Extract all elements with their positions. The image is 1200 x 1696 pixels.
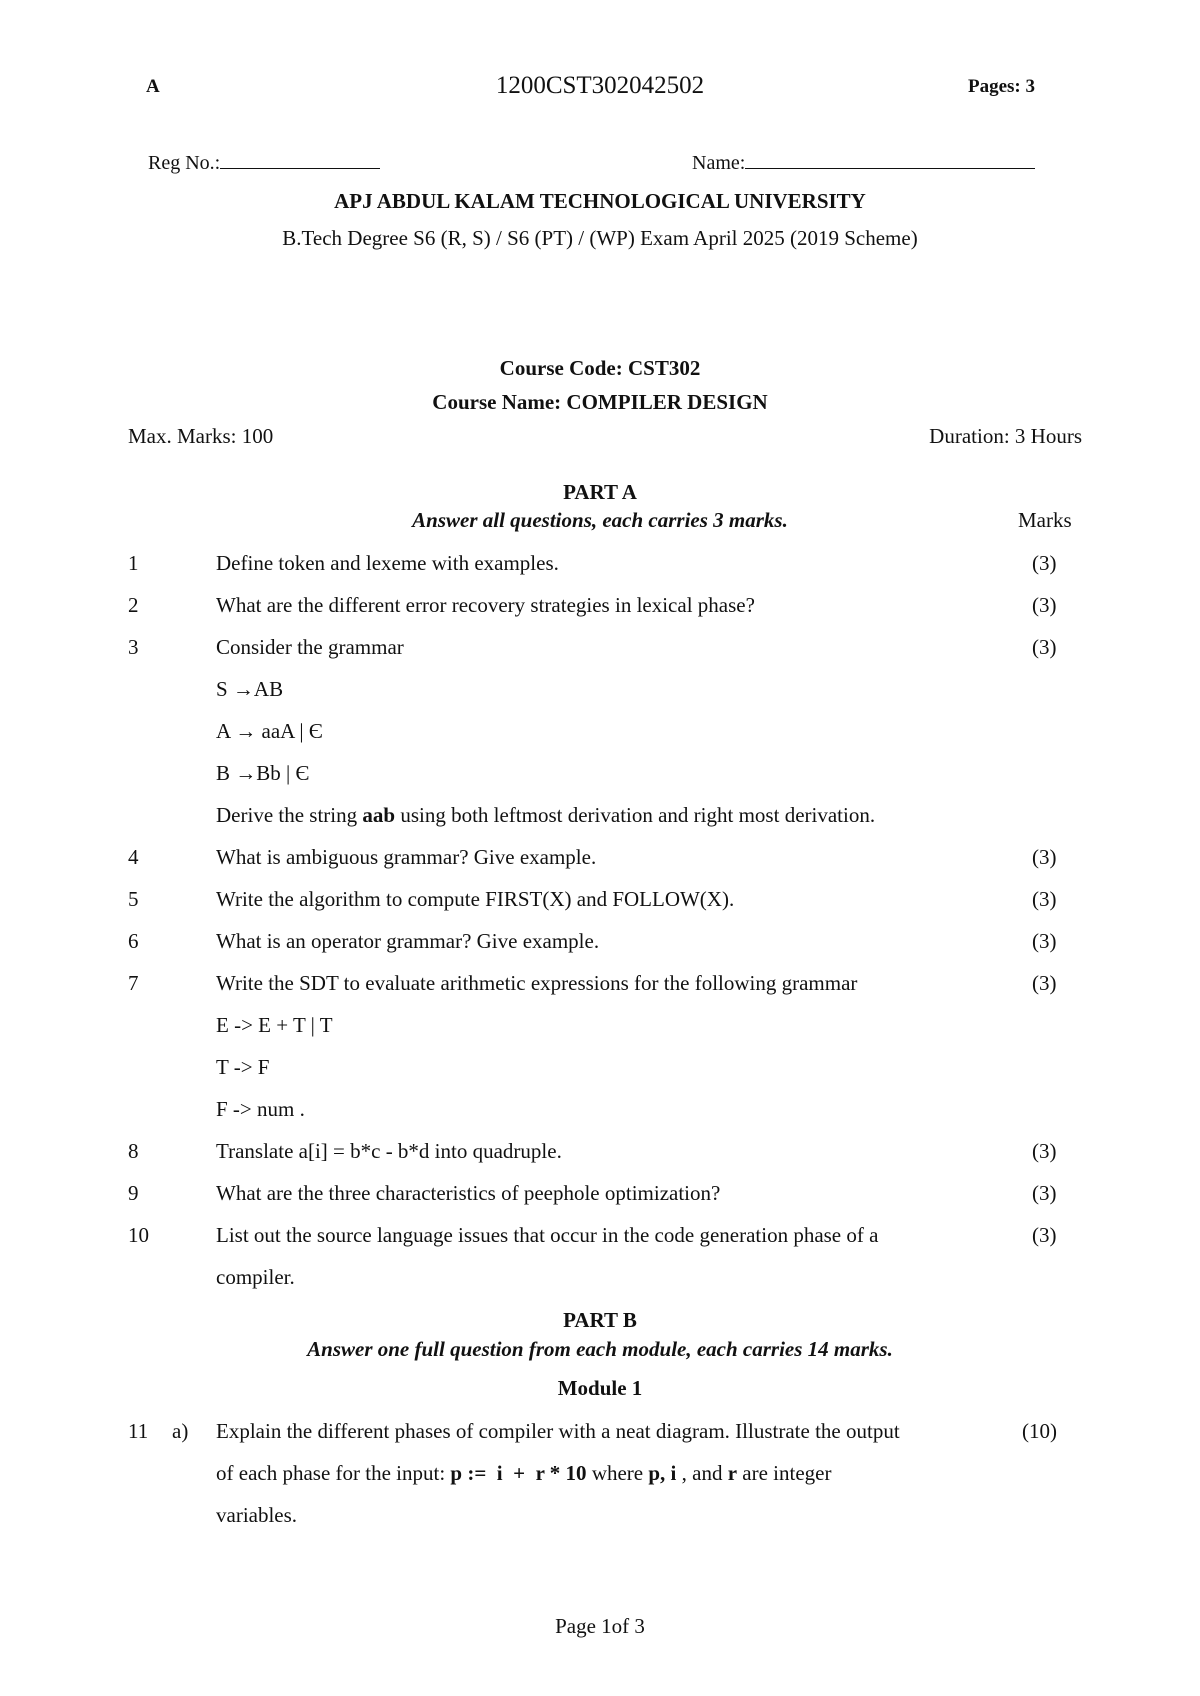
question-text-continued (216, 1461, 832, 1486)
question-text: What is an operator grammar? Give example. (216, 929, 600, 953)
question-marks: (3) (1032, 845, 1057, 869)
question-number: 8 (128, 1139, 139, 1163)
reg-no-blank (220, 168, 380, 169)
derive-text-rest: using both leftmost derivation and right most derivation. (395, 803, 876, 827)
derive-text: Derive the string (216, 803, 363, 827)
integer-text: are integer (737, 1461, 832, 1485)
question-marks: (3) (1032, 593, 1057, 617)
paper-set: A (146, 76, 160, 97)
name-label: Name: (692, 152, 746, 174)
grammar-rule: E -> E + T | T (216, 1013, 333, 1037)
and-text: , and (676, 1461, 728, 1485)
question-text: What are the three characteristics of peephole optimization? (216, 1181, 721, 1205)
max-marks: Max. Marks: 100 (128, 424, 274, 448)
question-text-continued: variables. (216, 1503, 298, 1527)
question-number: 7 (128, 971, 139, 995)
question-text-continued: compiler. (216, 1265, 295, 1289)
question-marks: (10) (1022, 1419, 1057, 1443)
question-text: Define token and lexeme with examples. (216, 551, 559, 575)
variable-r: r (727, 1461, 738, 1485)
question-text: Write the algorithm to compute FIRST(X) and FOLLOW(X). (216, 887, 735, 911)
derive-instruction (216, 803, 875, 828)
question-marks: (3) (1032, 551, 1057, 575)
name-field (692, 152, 1035, 175)
university-name: APJ ABDUL KALAM TECHNOLOGICAL UNIVERSITY (334, 189, 866, 213)
where-text: where (586, 1461, 649, 1485)
part-a-title: PART A (563, 480, 637, 504)
grammar-rule: A → aaA | Є (216, 719, 323, 743)
module-heading: Module 1 (557, 1376, 643, 1400)
marks-header: Marks (1018, 508, 1072, 532)
page-count: Pages: 3 (968, 76, 1036, 97)
sub-question-label: a) (172, 1419, 189, 1443)
question-marks: (3) (1032, 971, 1057, 995)
question-text: Translate a[i] = b*c - b*d into quadruple. (216, 1139, 562, 1163)
derive-string: aab (362, 803, 396, 827)
part-a-instruction: Answer all questions, each carries 3 marks. (412, 508, 788, 532)
input-label: of each phase for the input: (216, 1461, 451, 1485)
variable-names: p, i (648, 1461, 677, 1485)
reg-no-label: Reg No.: (148, 152, 221, 174)
course-code: Course Code: CST302 (499, 356, 701, 380)
question-text: List out the source language issues that occur in the code generation phase of a (216, 1223, 879, 1247)
question-number: 11 (128, 1419, 149, 1443)
part-b-title: PART B (563, 1308, 637, 1332)
paper-code: 1200CST302042502 (495, 72, 705, 99)
grammar-rule: S →AB (216, 677, 284, 701)
question-number: 4 (128, 845, 139, 869)
question-marks: (3) (1032, 635, 1057, 659)
exam-title: B.Tech Degree S6 (R, S) / S6 (PT) / (WP) Exam April 2025 (2019 Scheme) (282, 226, 918, 250)
question-text: What are the different error recovery strategies in lexical phase? (216, 593, 755, 617)
course-name: Course Name: COMPILER DESIGN (432, 390, 768, 414)
grammar-rule: F -> num . (216, 1097, 305, 1121)
question-text: Write the SDT to evaluate arithmetic expressions for the following grammar (216, 971, 858, 995)
question-text: Consider the grammar (216, 635, 404, 659)
question-number: 5 (128, 887, 139, 911)
reg-no-field (148, 152, 380, 175)
question-marks: (3) (1032, 887, 1057, 911)
question-number: 6 (128, 929, 139, 953)
question-marks: (3) (1032, 929, 1057, 953)
question-text: Explain the different phases of compiler with a neat diagram. Illustrate the output (216, 1419, 900, 1443)
question-text: What is ambiguous grammar? Give example. (216, 845, 597, 869)
page-footer: Page 1of 3 (555, 1614, 645, 1638)
part-b-instruction: Answer one full question from each module, each carries 14 marks. (307, 1337, 893, 1361)
question-number: 9 (128, 1181, 139, 1205)
question-number: 2 (128, 593, 139, 617)
duration: Duration: 3 Hours (929, 424, 1082, 448)
question-marks: (3) (1032, 1139, 1057, 1163)
question-marks: (3) (1032, 1223, 1057, 1247)
grammar-rule: T -> F (216, 1055, 270, 1079)
question-marks: (3) (1032, 1181, 1057, 1205)
name-blank (745, 168, 1035, 169)
input-expression: p := i + r * 10 (450, 1461, 587, 1485)
question-number: 10 (128, 1223, 149, 1247)
question-number: 1 (128, 551, 139, 575)
grammar-rule: B →Bb | Є (216, 761, 310, 785)
question-number: 3 (128, 635, 139, 659)
